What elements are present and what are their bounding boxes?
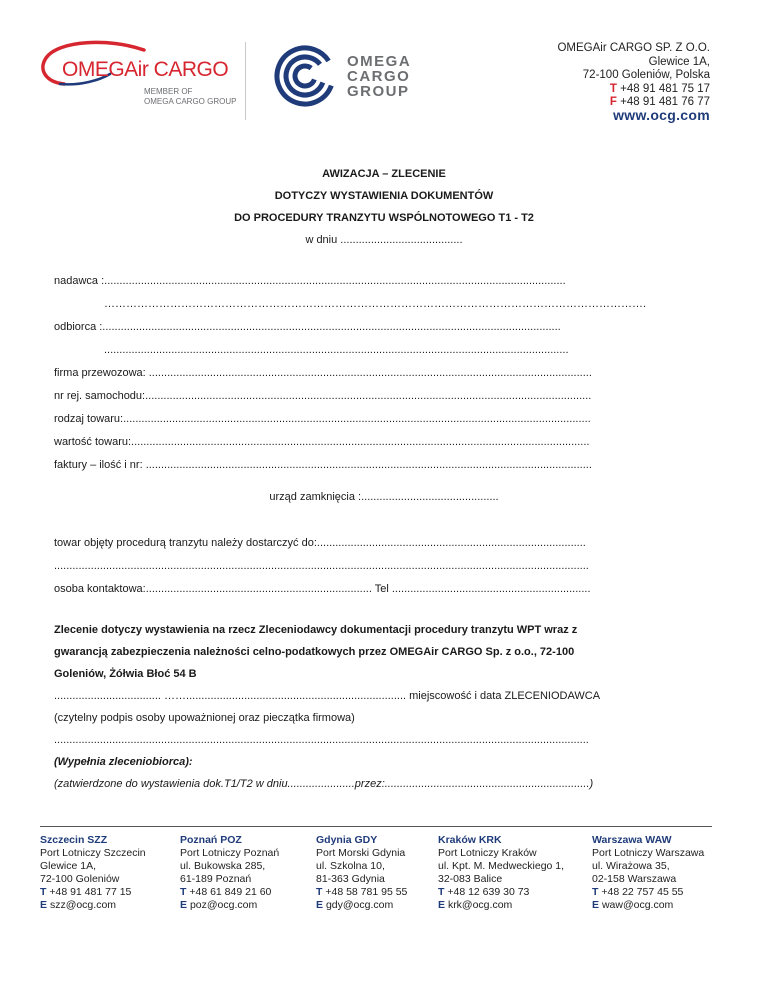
nadawca-field[interactable]: nadawca :....................................................................................................................................................... [54, 275, 566, 287]
date-field[interactable]: w dniu ........................................ [305, 234, 463, 246]
company-website-link[interactable]: www.ocg.com [613, 107, 710, 123]
company-phone: T +48 91 481 75 17 [609, 82, 710, 95]
zlecenie-text-3: Goleniów, Żółwia Błoć 54 B [54, 668, 197, 680]
towar-dostarczyc-continuation[interactable]: ............................................................................................................................................................................... [54, 560, 589, 572]
zlecenie-text-1: Zlecenie dotyczy wystawienia na rzecz Zleceniodawcy dokumentacji procedury tranzytu WPT wraz z [54, 624, 578, 636]
office-szczecin: Szczecin SZZ Port Lotniczy Szczecin Glewice 1A, 72-100 Goleniów T +48 91 481 77 15 E szz@ocg.com [40, 834, 146, 911]
nadawca-continuation[interactable]: …………………………………………………………………………………………………………………………………. [104, 298, 647, 310]
podpis-note: (czytelny podpis osoby upoważnionej oraz pieczątka firmowa) [54, 712, 355, 724]
faktury-field[interactable]: faktury – ilość i nr: .................................................................................................................................................. [54, 459, 592, 471]
omegair-cargo-logo [40, 40, 237, 110]
email-link-gdynia[interactable]: gdy@ocg.com [325, 899, 394, 911]
omegair-wordmark: OMEGAir CARGO [62, 58, 229, 81]
office-krakow: Kraków KRK Port Lotniczy Kraków ul. Kpt. M. Medweckiego 1, 32-083 Balice T +48 12 639 30 73 E krk@ocg.com [438, 834, 565, 911]
podpis-field[interactable]: ................................... ……........................................................................ miejscowość i data ZLECENIODAWCA [54, 690, 601, 702]
urzad-zamkniecia-field[interactable]: urząd zamknięcia :............................................. [269, 491, 499, 503]
header-divider [245, 42, 246, 120]
company-street: Glewice 1A, [648, 55, 710, 68]
email-link-krakow[interactable]: krk@ocg.com [447, 899, 513, 911]
zatwierdzone-field[interactable]: (zatwierdzone do wystawienia dok.T1/T2 w dniu......................przez:...................................................................) [54, 778, 594, 790]
odbiorca-field[interactable]: odbiorca :...................................................................................................................................................... [54, 321, 561, 333]
towar-dostarczyc-field[interactable]: towar objęty procedurą tranzytu należy dostarczyć do:........................................................................................ [54, 537, 586, 549]
rodzaj-towaru-field[interactable]: rodzaj towaru:......................................................................................................................................................... [54, 413, 591, 425]
wartosc-towaru-field[interactable]: wartość towaru:...................................................................................................................................................... [54, 436, 590, 448]
company-name: OMEGAir CARGO SP. Z O.O. [557, 42, 710, 54]
zlecenie-text-2: gwarancją zabezpieczenia należności celno-podatkowych przez OMEGAir CARGO Sp. z o.o., 72-100 [54, 646, 575, 658]
osoba-kontaktowa-field[interactable]: osoba kontaktowa:.......................................................................... Tel ................................................................. [54, 583, 591, 595]
email-link-poznan[interactable]: poz@ocg.com [189, 899, 258, 911]
company-fax: F +48 91 481 76 77 [609, 96, 710, 108]
office-gdynia: Gdynia GDY Port Morski Gdynia ul. Szkolna 10, 81-363 Gdynia T +48 58 781 95 55 E gdy@ocg.com [316, 834, 408, 911]
title-line-2: DOTYCZY WYSTAWIENIA DOKUMENTÓW [274, 190, 494, 202]
ocg-rings-icon [274, 45, 338, 107]
title-line-1: AWIZACJA – ZLECENIE [322, 168, 446, 180]
company-city: 72-100 Goleniów, Polska [582, 69, 710, 81]
office-warszawa: Warszawa WAW Port Lotniczy Warszawa ul. Wirażowa 35, 02-158 Warszawa T +48 22 757 45 55 E waw@ocg.com [592, 834, 705, 911]
wypelnia-zleceniobiorca: (Wypełnia zleceniobiorca): [54, 756, 193, 768]
title-line-3: DO PROCEDURY TRANZYTU WSPÓLNOTOWEGO T1 - T2 [234, 212, 534, 224]
email-link-szczecin[interactable]: szz@ocg.com [49, 899, 117, 911]
member-of-text: MEMBER OF OMEGA CARGO GROUP [144, 87, 237, 106]
email-link-warszawa[interactable]: waw@ocg.com [601, 899, 674, 911]
separator-dotted-line: ............................................................................................................................................................................... [54, 734, 589, 746]
ocg-wordmark: OMEGA CARGO GROUP [347, 53, 412, 100]
company-address [557, 42, 710, 110]
firma-przewozowa-field[interactable]: firma przewozowa: ................................................................................................................................................. [54, 367, 592, 379]
office-poznan: Poznań POZ Port Lotniczy Poznań ul. Bukowska 285, 61-189 Poznań T +48 61 849 21 60 E poz@ocg.com [180, 834, 280, 911]
nr-rej-field[interactable]: nr rej. samochodu:.................................................................................................................................................. [54, 390, 592, 402]
footer-divider [40, 826, 712, 827]
odbiorca-continuation[interactable]: ........................................................................................................................................................ [104, 344, 569, 356]
omega-cargo-group-logo [274, 45, 434, 107]
